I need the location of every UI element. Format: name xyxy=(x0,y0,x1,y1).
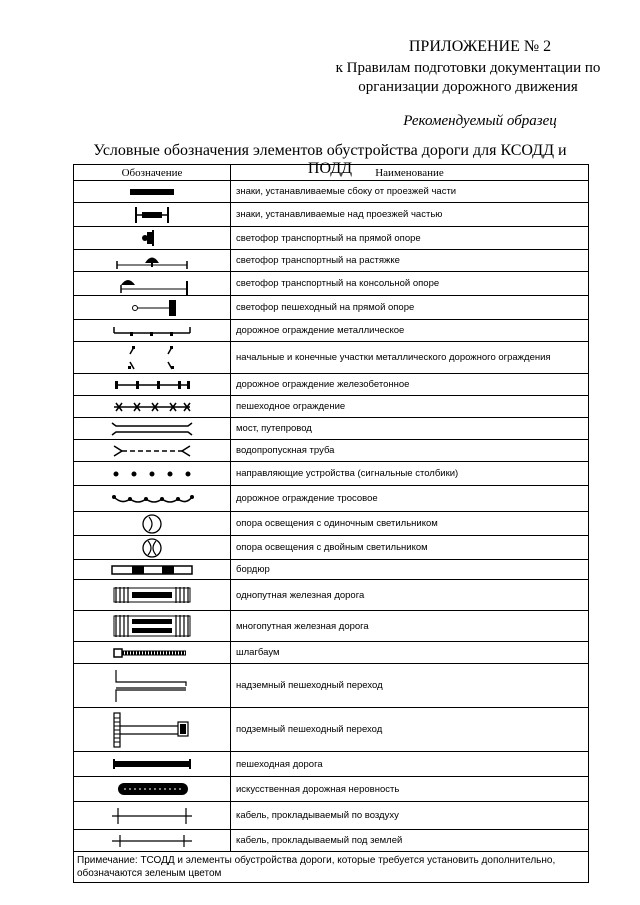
sign-side-icon xyxy=(122,185,182,199)
table-row xyxy=(74,536,589,560)
table-row xyxy=(74,560,589,580)
row-name: пешеходное ограждение xyxy=(231,396,589,418)
legend-table xyxy=(73,164,589,883)
row-name: направляющие устройства (сигнальные столбики) xyxy=(231,462,589,486)
page-title: Условные обозначения элементов обустройства дороги для КСОДД и ПОДД xyxy=(93,142,567,177)
row-name: пешеходная дорога xyxy=(231,752,589,777)
table-row xyxy=(74,664,589,708)
bridge-icon xyxy=(102,420,202,438)
table-row xyxy=(74,830,589,852)
subtitle-line-2: организации дорожного движения xyxy=(358,79,578,95)
table-row xyxy=(74,320,589,342)
speed-bump-icon xyxy=(102,780,202,798)
subtitle-line-1: к Правилам подготовки документации по xyxy=(335,60,601,76)
row-name: начальные и конечные участки металлического дорожного ограждения xyxy=(231,342,589,374)
culvert-icon xyxy=(102,443,202,459)
column-header-name: Наименование xyxy=(231,165,589,181)
row-name: светофор транспортный на прямой опоре xyxy=(231,227,589,250)
recommended-sample-label: Рекомендуемый образец xyxy=(403,113,557,129)
appendix-title: ПРИЛОЖЕНИЕ № 2 xyxy=(408,38,552,55)
row-name: светофор пешеходный на прямой опоре xyxy=(231,296,589,320)
table-row xyxy=(74,440,589,462)
lamp-single-icon xyxy=(122,513,182,535)
row-name: светофор транспортный на консольной опоре xyxy=(231,272,589,296)
table-row xyxy=(74,396,589,418)
note-row xyxy=(74,852,589,883)
row-name: знаки, устанавливаемые сбоку от проезжей части xyxy=(231,181,589,203)
appendix-subtitle xyxy=(320,59,616,97)
column-header-symbol: Обозначение xyxy=(74,165,231,181)
table-row xyxy=(74,642,589,664)
row-name: дорожное ограждение тросовое xyxy=(231,486,589,512)
table-row xyxy=(74,272,589,296)
table-row xyxy=(74,250,589,272)
traffic-light-console-icon xyxy=(107,273,197,295)
row-name: кабель, прокладываемый под землей xyxy=(231,830,589,852)
row-name: дорожное ограждение железобетонное xyxy=(231,374,589,396)
underpass-crossing-icon xyxy=(102,710,202,750)
pedestrian-light-icon xyxy=(107,297,197,319)
row-name: надземный пешеходный переход xyxy=(231,664,589,708)
table-row xyxy=(74,374,589,396)
table-row xyxy=(74,418,589,440)
table-row xyxy=(74,181,589,203)
metal-barrier-icon xyxy=(102,322,202,340)
row-name: мост, путепровод xyxy=(231,418,589,440)
row-name: многопутная железная дорога xyxy=(231,611,589,642)
lamp-double-icon xyxy=(122,537,182,559)
barrier-gate-icon xyxy=(102,646,202,660)
row-name: опора освещения с одиночным светильником xyxy=(231,512,589,536)
table-header-row xyxy=(74,165,589,181)
table-row xyxy=(74,611,589,642)
row-name: кабель, прокладываемый по воздуху xyxy=(231,802,589,830)
railway-multi-icon xyxy=(102,613,202,639)
cable-air-icon xyxy=(102,805,202,827)
cable-barrier-icon xyxy=(102,489,202,509)
table-row xyxy=(74,580,589,611)
overpass-crossing-icon xyxy=(102,666,202,706)
table-row xyxy=(74,342,589,374)
table-row xyxy=(74,227,589,250)
row-name: дорожное ограждение металлическое xyxy=(231,320,589,342)
row-name: опора освещения с двойным светильником xyxy=(231,536,589,560)
traffic-light-wire-icon xyxy=(107,251,197,271)
railway-single-icon xyxy=(102,584,202,606)
table-row xyxy=(74,752,589,777)
traffic-light-pole-icon xyxy=(122,228,182,248)
barrier-ends-icon xyxy=(102,343,202,373)
table-row xyxy=(74,708,589,752)
curb-icon xyxy=(102,563,202,577)
guide-posts-icon xyxy=(102,466,202,482)
table-row xyxy=(74,512,589,536)
sign-overhead-icon xyxy=(122,204,182,226)
footpath-icon xyxy=(102,755,202,773)
table-note: Примечание: ТСОДД и элементы обустройства дороги, которые требуется установить дополнительно, обозначаются зеленым цветом xyxy=(74,852,589,883)
table-row xyxy=(74,462,589,486)
table-row xyxy=(74,802,589,830)
row-name: однопутная железная дорога xyxy=(231,580,589,611)
table-row xyxy=(74,486,589,512)
cable-ground-icon xyxy=(102,832,202,850)
table-row xyxy=(74,296,589,320)
concrete-barrier-icon xyxy=(102,377,202,393)
row-name: водопропускная труба xyxy=(231,440,589,462)
row-name: искусственная дорожная неровность xyxy=(231,777,589,802)
row-name: подземный пешеходный переход xyxy=(231,708,589,752)
table-row xyxy=(74,777,589,802)
row-name: знаки, устанавливаемые над проезжей частью xyxy=(231,203,589,227)
row-name: бордюр xyxy=(231,560,589,580)
pedestrian-fence-icon xyxy=(102,399,202,415)
row-name: светофор транспортный на растяжке xyxy=(231,250,589,272)
table-row xyxy=(74,203,589,227)
row-name: шлагбаум xyxy=(231,642,589,664)
